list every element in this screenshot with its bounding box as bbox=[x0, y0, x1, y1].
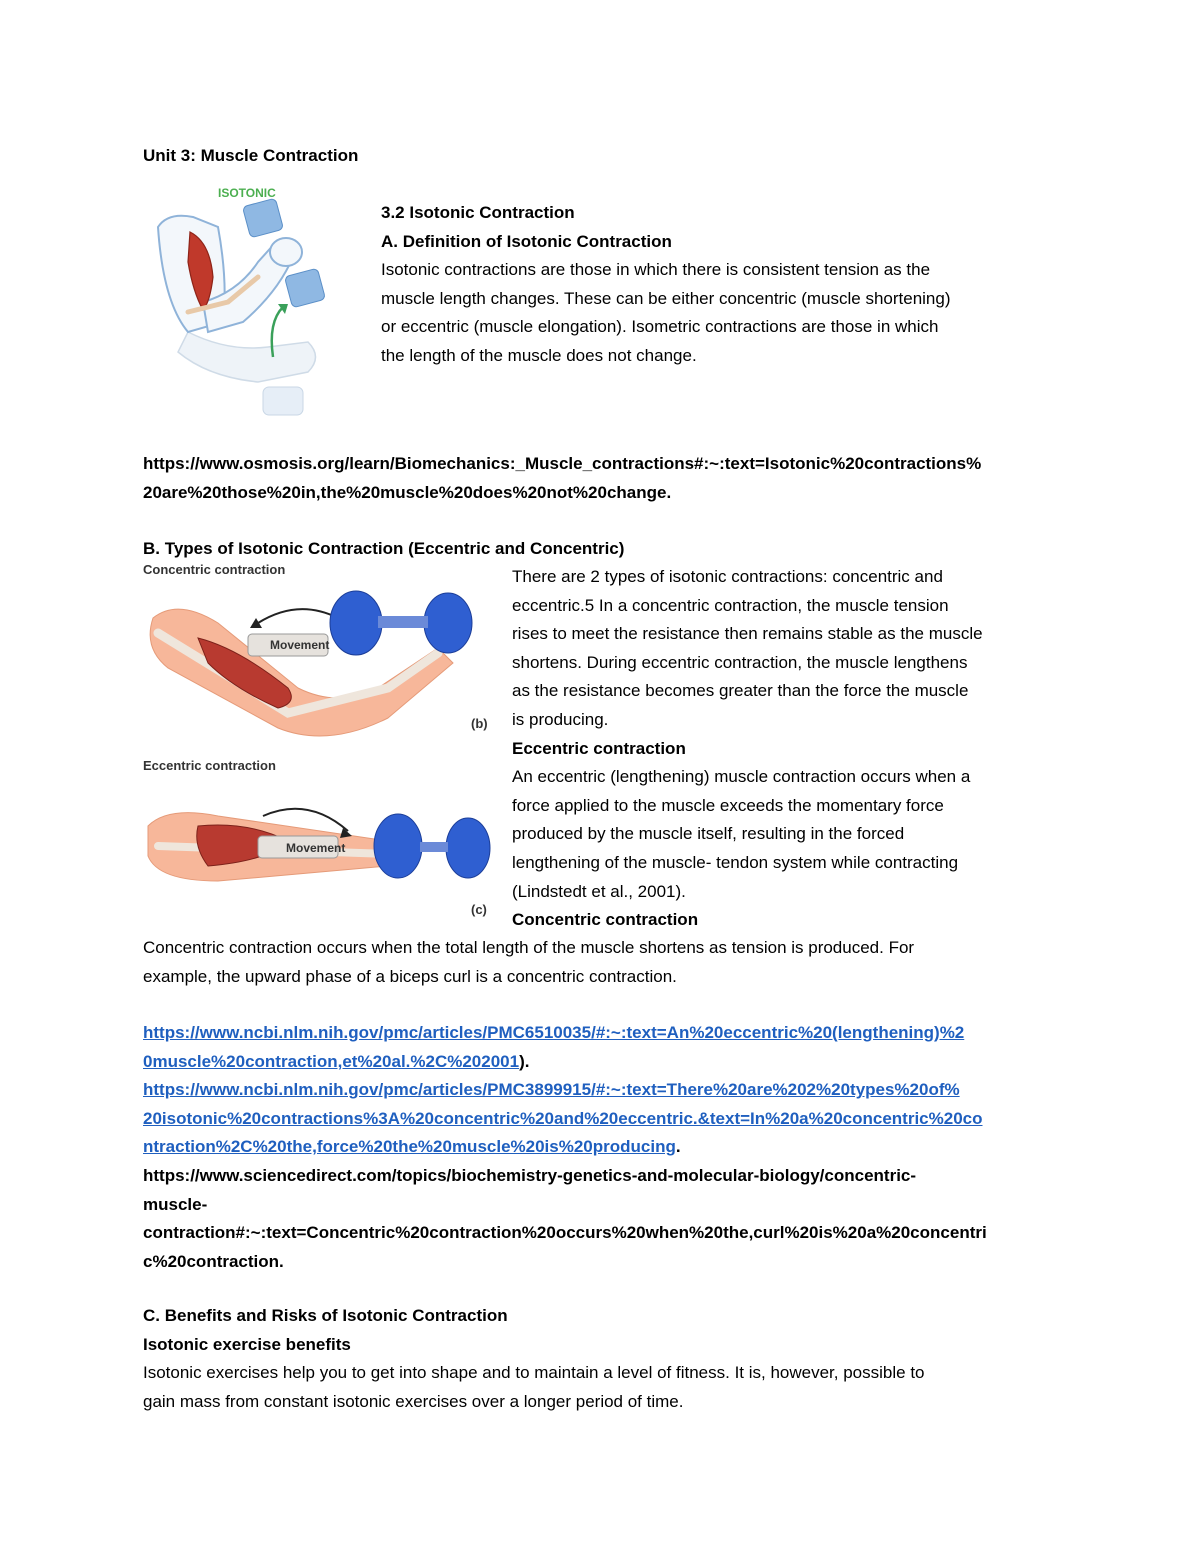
eccentric-heading: Eccentric contraction bbox=[512, 738, 686, 758]
types-heading: B. Types of Isotonic Contraction (Eccentric and Concentric) bbox=[143, 539, 625, 558]
concentric-heading: Concentric contraction bbox=[512, 910, 699, 930]
isotonic-figure-label: ISOTONIC bbox=[218, 186, 276, 200]
text-line: gain mass from constant isotonic exercises over a longer period of time. bbox=[143, 1391, 684, 1411]
concentric-arm-illustration bbox=[138, 578, 492, 744]
benefits-subheading: Isotonic exercise benefits bbox=[143, 1334, 351, 1354]
section-3-2-title: 3.2 Isotonic Contraction bbox=[381, 203, 575, 222]
text-line: example, the upward phase of a biceps curl is a concentric contraction. bbox=[143, 966, 677, 986]
text-line: There are 2 types of isotonic contractions: concentric and bbox=[512, 567, 943, 586]
text-line: An eccentric (lengthening) muscle contraction occurs when a bbox=[512, 767, 971, 787]
text-line: Isotonic contractions are those in which there is consistent tension as the bbox=[381, 260, 931, 279]
text-line: is producing. bbox=[512, 709, 609, 729]
ncbi-link-2[interactable]: https://www.ncbi.nlm.nih.gov/pmc/articles/PMC3899915/#:~:text=There%20are%202%20types%20of% bbox=[143, 1080, 960, 1100]
page-title: Unit 3: Muscle Contraction bbox=[143, 146, 359, 165]
text-line: Isotonic exercises help you to get into shape and to maintain a level of fitness. It is, however, possible to bbox=[143, 1363, 925, 1383]
references-block bbox=[143, 1019, 987, 1276]
ncbi-link-2[interactable]: ntraction%2C%20the,force%20the%20muscle%20is%20producing bbox=[143, 1137, 676, 1157]
definition-heading: A. Definition of Isotonic Contraction bbox=[381, 232, 672, 251]
url-line: 20are%20those%20in,the%20muscle%20does%20not%20change. bbox=[143, 482, 672, 502]
text-line: Concentric contraction occurs when the total length of the muscle shortens as tension is produced. For bbox=[143, 938, 915, 957]
sciencedirect-url-line: contraction#:~:text=Concentric%20contraction%20occurs%20when%20the,curl%20is%20a%20concentri bbox=[143, 1223, 987, 1243]
sciencedirect-url-line: c%20contraction. bbox=[143, 1251, 284, 1271]
isotonic-arm-illustration bbox=[148, 182, 370, 432]
figure-tag-c: (c) bbox=[471, 902, 487, 917]
figure-tag-b: (b) bbox=[471, 716, 488, 731]
definition-paragraph bbox=[381, 256, 951, 370]
text-line: force applied to the muscle exceeds the momentary force bbox=[512, 795, 944, 815]
text-line: produced by the muscle itself, resulting in the forced bbox=[512, 824, 905, 844]
eccentric-figure-label: Eccentric contraction bbox=[143, 758, 276, 773]
movement-label: Movement bbox=[270, 638, 330, 652]
sciencedirect-url-line: https://www.sciencedirect.com/topics/biochemistry-genetics-and-molecular-biology/concentric- bbox=[143, 1165, 917, 1185]
concentric-figure bbox=[138, 558, 492, 744]
osmosis-reference bbox=[143, 450, 981, 507]
text-line: as the resistance becomes greater than the force the muscle bbox=[512, 681, 969, 701]
eccentric-figure bbox=[138, 756, 492, 926]
ncbi-link-1[interactable]: https://www.ncbi.nlm.nih.gov/pmc/articles/PMC6510035/#:~:text=An%20eccentric%20(lengthening)%2 bbox=[143, 1023, 965, 1042]
text-line: shortens. During eccentric contraction, the muscle lengthens bbox=[512, 652, 968, 672]
link-tail: ). bbox=[519, 1051, 530, 1071]
link-tail: . bbox=[675, 1137, 681, 1157]
sciencedirect-url-line: muscle- bbox=[143, 1194, 208, 1214]
movement-label: Movement bbox=[286, 841, 346, 855]
ncbi-link-2[interactable]: 20isotonic%20contractions%3A%20concentric%20and%20eccentric.&text=In%20a%20concentric%20co bbox=[143, 1108, 983, 1128]
text-line: or eccentric (muscle elongation). Isometric contractions are those in which bbox=[381, 317, 939, 337]
isotonic-figure bbox=[148, 182, 370, 432]
text-line: lengthening of the muscle- tendon system while contracting bbox=[512, 852, 959, 872]
text-line: rises to meet the resistance then remains stable as the muscle bbox=[512, 624, 983, 644]
url-line: https://www.osmosis.org/learn/Biomechanics:_Muscle_contractions#:~:text=Isotonic%20contractions% bbox=[143, 454, 982, 473]
text-line: eccentric.5 In a concentric contraction, the muscle tension bbox=[512, 595, 949, 615]
text-line: muscle length changes. These can be either concentric (muscle shortening) bbox=[381, 288, 951, 308]
eccentric-arm-illustration bbox=[138, 786, 492, 926]
text-line: the length of the muscle does not change. bbox=[381, 345, 697, 365]
text-line: (Lindstedt et al., 2001). bbox=[512, 881, 686, 901]
types-intro-paragraph bbox=[512, 563, 983, 935]
ncbi-link-1[interactable]: 0muscle%20contraction,et%20al.%2C%202001 bbox=[143, 1051, 520, 1071]
concentric-paragraph bbox=[143, 934, 914, 991]
benefits-section bbox=[143, 1302, 925, 1416]
concentric-figure-label: Concentric contraction bbox=[143, 562, 286, 577]
benefits-heading: C. Benefits and Risks of Isotonic Contraction bbox=[143, 1306, 508, 1325]
